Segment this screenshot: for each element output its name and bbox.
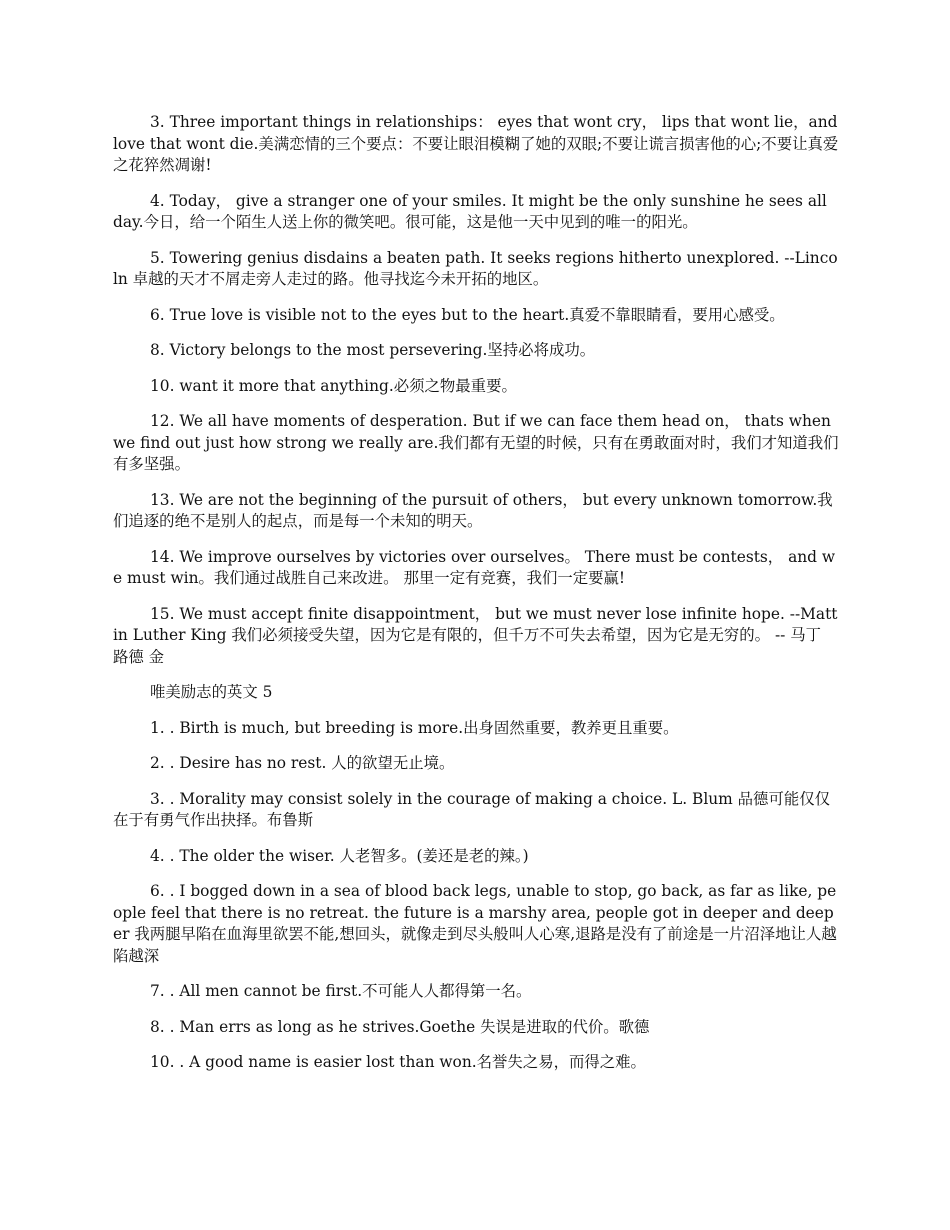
quote-paragraph: 8. . Man errs as long as he strives.Goethe 失误是进取的代价。歌德 <box>150 1017 650 1036</box>
quote-paragraph: 3. . Morality may consist solely in the courage of making a choice. L. Blum 品德可能仅仅在于有勇气作出抉择。布鲁斯 <box>113 789 831 829</box>
quote-paragraph: 7. . All men cannot be first.不可能人人都得第一名。 <box>150 982 532 1000</box>
quote-paragraph: 3. Three important things in relationships： eyes that wont cry， lips that wont lie，and love that wont die.美满恋情的三个要点：不要让眼泪模糊了她的双眼;不要让谎言损害他的心;不要让真爱之花猝然凋谢! <box>113 113 839 174</box>
quote-paragraph: 8. Victory belongs to the most persevering.坚持必将成功。 <box>150 341 596 359</box>
quote-paragraph: 4. . The older the wiser. 人老智多。(姜还是老的辣。) <box>150 846 529 865</box>
quote-paragraph: 6. True love is visible not to the eyes but to the heart.真爱不靠眼睛看，要用心感受。 <box>150 305 785 324</box>
quote-paragraph: 12. We all have moments of desperation. But if we can face them head on， thats when we find out just how strong we really are.我们都有无望的时候，只有在勇敢面对时，我们才知道我们有多坚强。 <box>113 412 839 473</box>
document-page <box>113 112 840 1088</box>
quote-paragraph: 2. . Desire has no rest. 人的欲望无止境。 <box>150 754 455 772</box>
quote-paragraph: 10. . A good name is easier lost than won.名誉失之易，而得之难。 <box>150 1053 646 1071</box>
quote-paragraph: 14. We improve ourselves by victories over ourselves。 There must be contests， and we must win。我们通过战胜自己来改进。 那里一定有竞赛，我们一定要赢! <box>113 547 836 587</box>
quote-paragraph: 6. . I bogged down in a sea of blood back legs, unable to stop, go back, as far as like, people feel that there is no retreat. the future is a marshy area, people got in deeper and deeper 我两腿早陷在血海里欲罢不能,想回头，就像走到尽头般叫人心寒,退路是没有了前途是一片沼泽地让人越陷越深 <box>113 882 837 965</box>
section-heading: 唯美励志的英文 5 <box>150 683 273 701</box>
quote-paragraph: 15. We must accept finite disappointment， but we must never lose infinite hope. --Mattin Luther King 我们必须接受失望，因为它是有限的，但千万不可失去希望，因为它是无穷的。 -- 马丁 路德 金 <box>113 604 838 666</box>
quote-paragraph: 5. Towering genius disdains a beaten path. It seeks regions hitherto unexplored. --Lincoln 卓越的天才不屑走旁人走过的路。他寻找迄今未开拓的地区。 <box>113 248 838 288</box>
quote-paragraph: 13. We are not the beginning of the pursuit of others， but every unknown tomorrow.我们追逐的绝不是别人的起点，而是每一个未知的明天。 <box>113 490 833 530</box>
quote-paragraph: 1. . Birth is much, but breeding is more.出身固然重要，教养更且重要。 <box>150 718 679 737</box>
quote-paragraph: 4. Today， give a stranger one of your smiles. It might be the only sunshine he sees all day.今日，给一个陌生人送上你的微笑吧。很可能，这是他一天中见到的唯一的阳光。 <box>113 191 827 231</box>
quote-paragraph: 10. want it more that anything.必须之物最重要。 <box>150 376 517 395</box>
